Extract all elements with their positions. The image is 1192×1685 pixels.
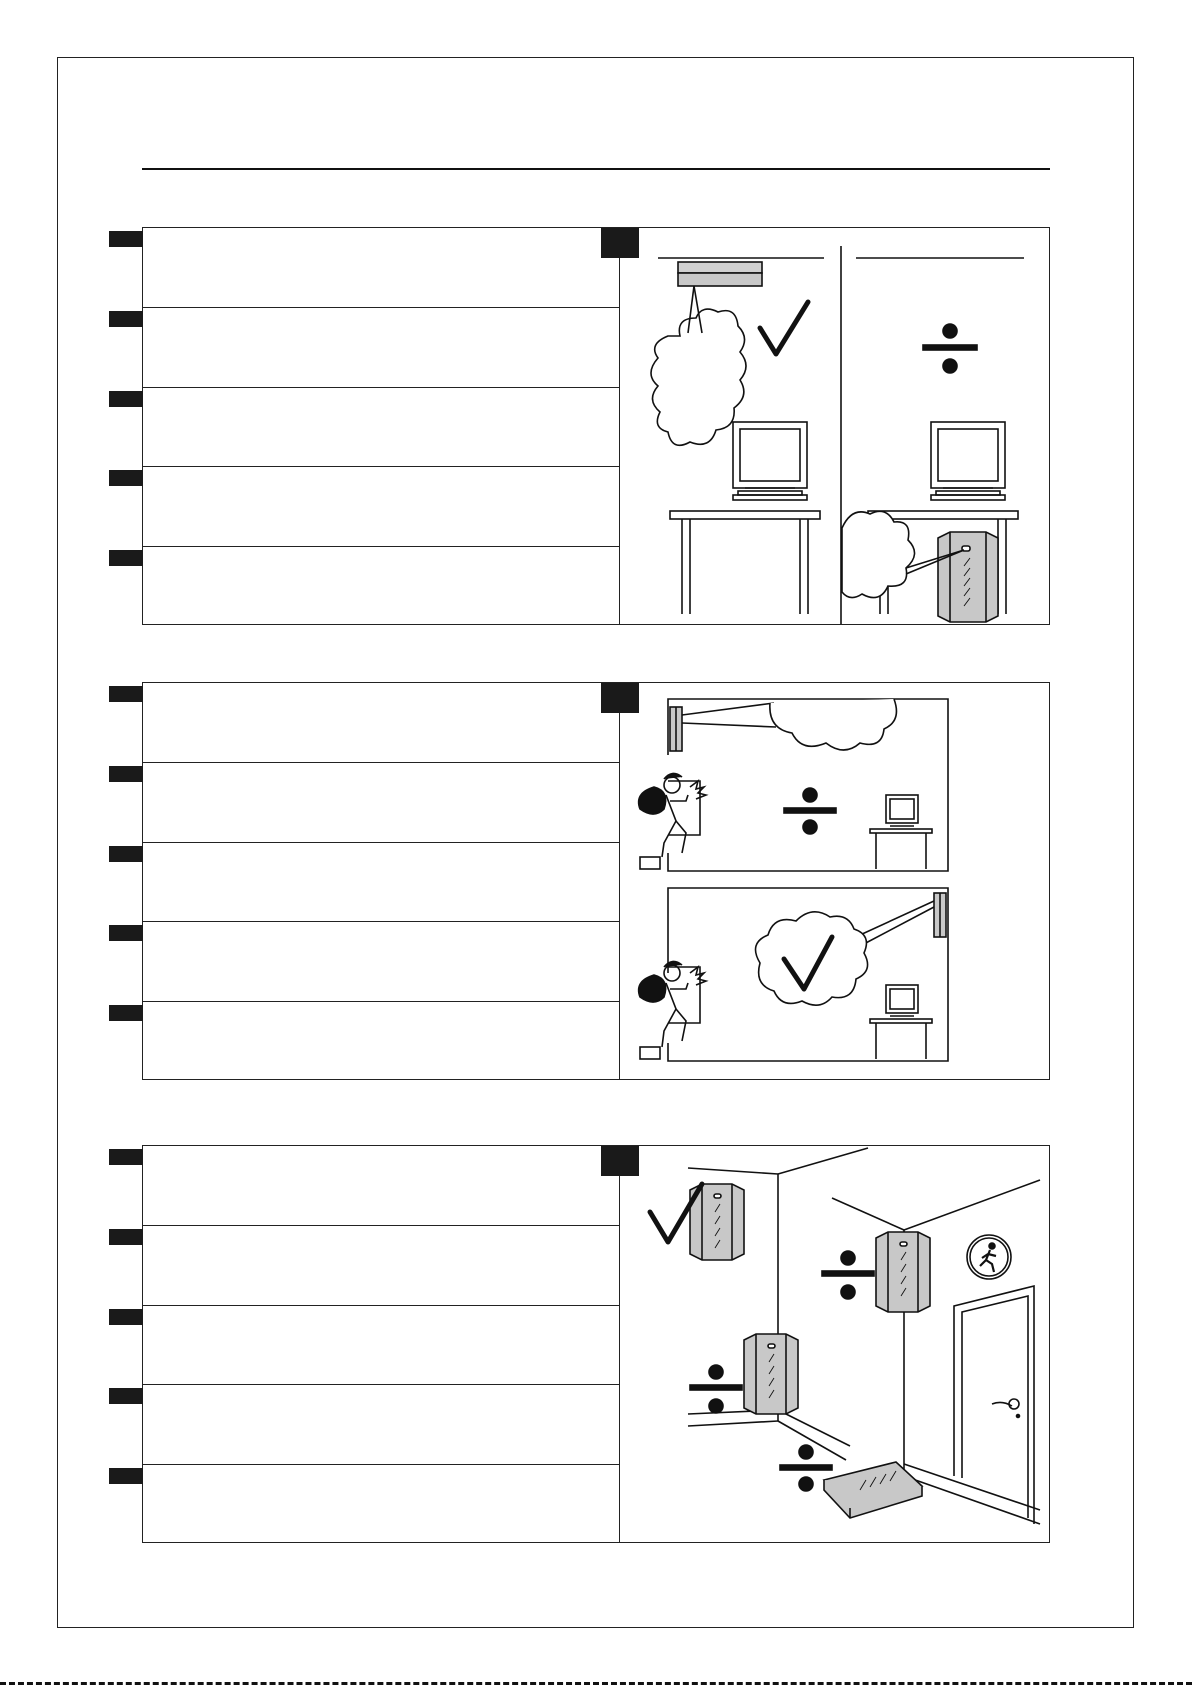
cloud-icon — [756, 912, 868, 1005]
language-tab — [109, 846, 143, 862]
sensor-icon — [670, 707, 682, 751]
language-row — [143, 1384, 619, 1464]
language-row — [143, 1464, 619, 1544]
instruction-block-1 — [142, 227, 1050, 625]
desk-icon — [670, 511, 820, 614]
divide-prohibited-icon — [923, 324, 977, 373]
burglar-icon — [639, 773, 706, 869]
language-tab — [109, 311, 143, 327]
language-tab — [109, 1005, 143, 1021]
language-row — [143, 228, 619, 308]
header-rule — [142, 168, 1050, 170]
language-row — [143, 921, 619, 1001]
language-row — [143, 307, 619, 387]
language-tab — [109, 925, 143, 941]
language-tab — [109, 1388, 143, 1404]
language-tab — [109, 766, 143, 782]
monitor-icon — [931, 422, 1005, 500]
monitor-icon — [886, 985, 918, 1016]
monitor-icon — [733, 422, 807, 500]
language-row — [143, 762, 619, 842]
door-icon — [954, 1286, 1034, 1524]
cloud-icon — [770, 699, 897, 750]
language-tab — [109, 550, 143, 566]
instruction-block-3 — [142, 1145, 1050, 1543]
language-row — [143, 1001, 619, 1081]
checkmark-icon — [760, 302, 808, 354]
emergency-exit-sign-icon — [967, 1235, 1011, 1279]
language-row — [143, 546, 619, 626]
language-tab — [109, 1149, 143, 1165]
divide-prohibited-icon — [690, 1365, 742, 1413]
language-row — [143, 387, 619, 467]
illustration-2 — [620, 683, 1049, 1079]
language-tab — [109, 470, 143, 486]
alarm-sensor-icon — [678, 262, 762, 286]
language-tab — [109, 1468, 143, 1484]
text-column — [143, 683, 620, 1079]
language-tab — [109, 391, 143, 407]
sensor-icon — [934, 893, 946, 937]
language-row — [143, 466, 619, 546]
language-row — [143, 842, 619, 922]
language-row — [143, 1146, 619, 1226]
instruction-block-2 — [142, 682, 1050, 1080]
divide-prohibited-icon — [784, 788, 836, 834]
language-row — [143, 1225, 619, 1305]
smoke-cloud-icon — [651, 309, 746, 445]
language-tab — [109, 1229, 143, 1245]
language-row — [143, 683, 619, 763]
text-column — [143, 228, 620, 624]
illustration-3 — [620, 1146, 1049, 1542]
burglar-icon — [639, 961, 706, 1059]
language-tab — [109, 686, 143, 702]
language-row — [143, 1305, 619, 1385]
smoke-cloud-icon — [842, 511, 915, 597]
control-unit-icon — [876, 1232, 930, 1312]
monitor-icon — [886, 795, 918, 826]
control-unit-icon — [938, 532, 998, 622]
divide-prohibited-icon — [822, 1251, 874, 1299]
control-unit-icon — [744, 1334, 798, 1414]
floor-unit-icon — [824, 1462, 922, 1518]
language-tab — [109, 1309, 143, 1325]
language-tab — [109, 231, 143, 247]
illustration-1 — [620, 228, 1049, 624]
desk-icon — [870, 829, 932, 869]
desk-icon — [870, 1019, 932, 1059]
text-column — [143, 1146, 620, 1542]
